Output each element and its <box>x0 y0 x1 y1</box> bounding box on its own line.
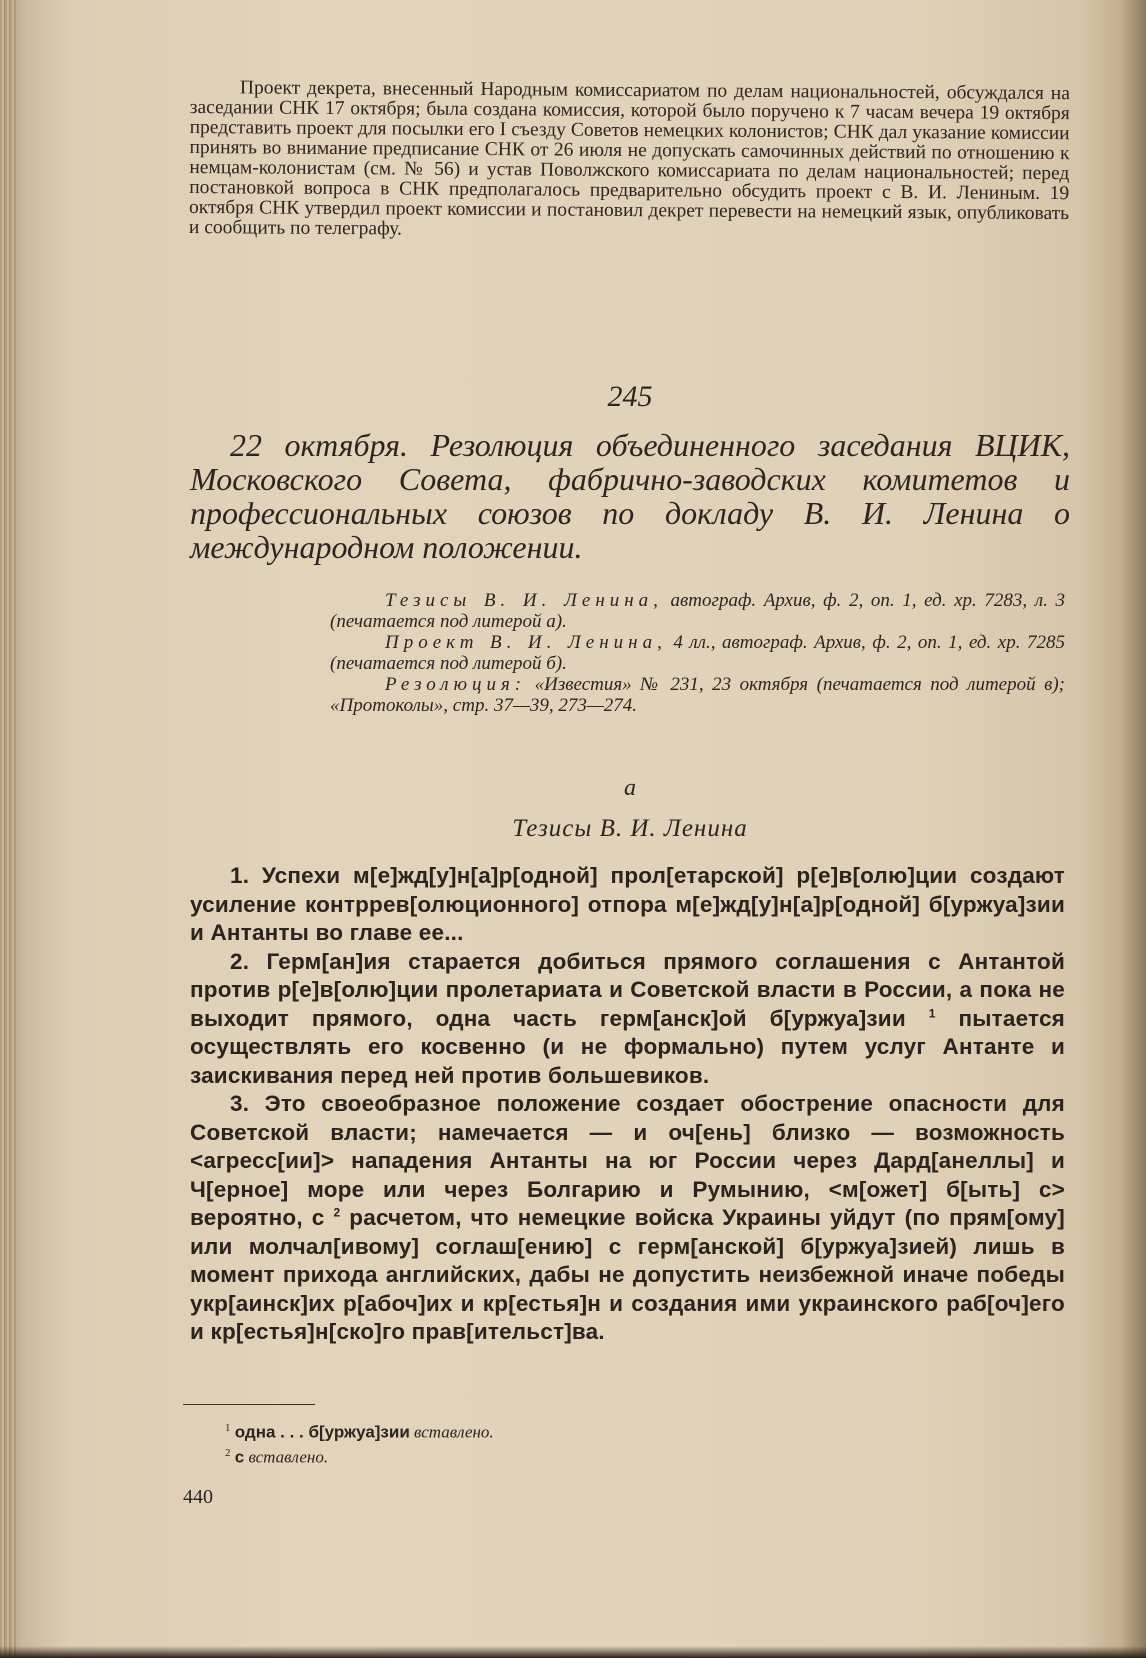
document-heading <box>190 428 1070 564</box>
section-letter: а <box>624 775 636 801</box>
footnote-ref-1: 1 <box>928 1006 936 1020</box>
thesis-2-part-a: 2. Герм[ан]ия старается добиться прямого соглашения с Антантой против р[е]в[олю]ции пролетариата и Советской власти в России, а пока не выходит прямого, одна часть герм[анск]ой б[уржуа]зии <box>190 948 1065 1031</box>
page-stack-edge <box>0 0 16 1658</box>
thesis-3 <box>190 1090 1065 1347</box>
intro-note <box>189 78 1070 244</box>
footnote-item <box>190 1443 990 1468</box>
page-bottom-shadow <box>0 1646 1146 1658</box>
source-item <box>330 674 1065 716</box>
source-text: автограф. Архив, ф. 2, оп. 1, ед. хр. 7283, л. 3 (печатается под литерой а). <box>330 590 1065 632</box>
footnote-mark: 1 <box>225 1422 231 1434</box>
footnote-item <box>190 1418 990 1443</box>
footnote-quote: с <box>234 1447 245 1467</box>
source-label: Проект В. И. Ленина, <box>385 632 667 653</box>
source-label: Резолюция: <box>385 674 527 695</box>
thesis-2 <box>190 948 1065 1091</box>
intro-paragraph: Проект декрета, внесенный Народным комиссариатом по делам национальностей, обсуждался на заседании СНК 17 октября; была создана комиссия, которой было поручено к 7 часам вечера 19 октября представить проект для посылки его I съезду Советов немецких колонистов; СНК дал указание комиссии принять во внимание предписание СНК от 26 июля не допускать самочинных действий по отношению к немцам-колонистам (см. № 56) и устав Поволжского комиссариата по делам национальностей; перед постановкой вопроса в СНК предполагалось предварительно обсудить проект с В. И. Лениным. 19 октября СНК утвердил проект комиссии и постановил декрет перевести на немецкий язык, опубликовать и сообщить по телеграфу. <box>188 77 1070 240</box>
thesis-3-part-b: расчетом, что немецкие войска Украины уйдут (по прям[ому] или молчал[ивому] соглаш[ению] с герм[анской] б[уржуа]зией) лишь в момент прихода английских, дабы не допустить неизбежной иначе победы укр[аинск]их р[абоч]их и кр[естья]н и создания ими украинского раб[оч]его и кр[естья]н[ско]го прав[ительст]ва. <box>190 1205 1065 1344</box>
source-text: «Известия» № 231, 23 октября (печатается под литерой в); «Протоколы», стр. 37—39, 273—274. <box>330 674 1065 716</box>
heading-text: 22 октября. Резолюция объединенного заседания ВЦИК, Московского Совета, фабрично-заводских комитетов и профессиональных союзов по докладу В. И. Ленина о международном положении. <box>190 427 1070 565</box>
footnote-ref-2: 2 <box>333 1205 341 1220</box>
thesis-3-part-a: 3. Это своеобразное положение создает обострение опасности для Советской власти; намечается — и оч[ень] близко — возможность <агресс[ии]> нападения Антанты на юг России через Дард[анеллы] и Ч[ерное] море или через Болгарию и Румынию, <м[ожет] б[ыть] с> вероятно, с <box>190 1091 1065 1230</box>
document-number: 245 <box>607 380 653 413</box>
theses-text <box>190 862 1065 1347</box>
source-item <box>330 632 1065 674</box>
footnote-divider <box>183 1404 315 1405</box>
sources-list <box>330 590 1065 716</box>
footnote-note: вставлено. <box>414 1422 494 1442</box>
footnote-quote: одна . . . б[уржуа]зии <box>234 1422 410 1442</box>
source-label: Тезисы В. И. Ленина, <box>385 590 663 611</box>
footnote-mark: 2 <box>225 1446 231 1459</box>
footnotes <box>190 1418 990 1467</box>
footnote-note: вставлено. <box>248 1447 329 1467</box>
source-item <box>330 590 1065 632</box>
thesis-2-part-b: пытается осуществлять его косвенно (и не формально) путем услуг Антанте и заискивания перед ней против большевиков. <box>190 1005 1065 1088</box>
thesis-1: 1. Успехи м[е]жд[у]н[а]р[одной] прол[етарской] р[е]в[олю]ции создают усиление контррев[олюционного] отпора м[е]жд[у]н[а]р[одной] б[уржуа]зии и Антанты во главе ее... <box>190 863 1065 945</box>
page-number: 440 <box>183 1486 213 1508</box>
source-text: 4 лл., автограф. Архив, ф. 2, оп. 1, ед. хр. 7285 (печатается под литерой б). <box>330 632 1066 674</box>
section-title: Тезисы В. И. Ленина <box>512 815 748 842</box>
